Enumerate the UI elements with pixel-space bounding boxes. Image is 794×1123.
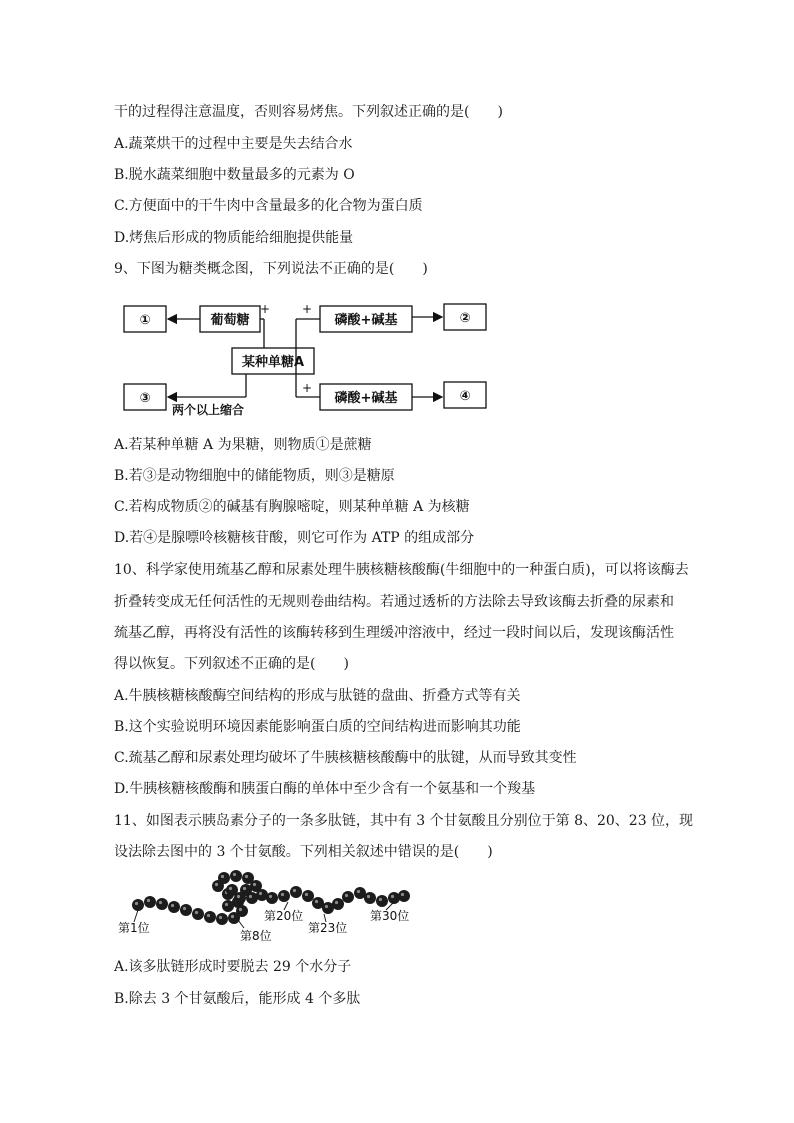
- box-4-label: ④: [459, 389, 471, 404]
- bead-highlight: [269, 895, 272, 898]
- amino-acid-bead: [376, 895, 388, 907]
- label-position-20: 第20位: [264, 909, 304, 923]
- bead-highlight: [305, 893, 308, 896]
- glucose-label: 葡萄糖: [210, 313, 250, 328]
- label-position-30: 第30位: [370, 909, 410, 923]
- bead-highlight: [253, 883, 256, 886]
- amino-acid-bead: [204, 911, 216, 923]
- amino-acid-bead: [234, 892, 246, 904]
- q10-option-d: D.牛胰核糖核酸酶和胰蛋白酶的单体中至少含有一个氨基和一个羧基: [114, 781, 536, 797]
- q8-option-c: C.方便面中的干牛肉中含量最多的化合物为蛋白质: [114, 198, 423, 214]
- bead-highlight: [231, 915, 234, 918]
- bead-highlight: [147, 899, 150, 902]
- bead-highlight: [159, 901, 162, 904]
- bead-highlight: [237, 895, 240, 898]
- q9-stem: 9、下图为糖类概念图，下列说法不正确的是( ): [114, 261, 428, 277]
- bead-highlight: [243, 887, 246, 890]
- q9-option-a: A.若某种单糖 A 为果糖，则物质①是蔗糖: [114, 437, 372, 453]
- bead-highlight: [293, 889, 296, 892]
- amino-acid-bead: [302, 890, 314, 902]
- label-position-23: 第23位: [308, 921, 348, 935]
- phosphate-base-bottom-label: 磷酸+碱基: [334, 391, 398, 406]
- amino-acid-bead: [132, 899, 144, 911]
- q10-option-b: B.这个实验说明环境因素能影响蛋白质的空间结构进而影响其功能: [114, 719, 521, 735]
- amino-acid-bead: [144, 896, 156, 908]
- bead-highlight: [233, 873, 236, 876]
- bead-highlight: [229, 887, 232, 890]
- q8-stem-end: 干的过程得注意温度，否则容易烤焦。下列叙述正确的是( ): [114, 104, 503, 120]
- amino-acid-bead: [364, 892, 376, 904]
- amino-acid-bead: [266, 892, 278, 904]
- q10-stem-1: 10、科学家使用巯基乙醇和尿素处理牛胰核糖核酸酶(牛细胞中的一种蛋白质)，可以将该酶去: [114, 562, 689, 578]
- q11-stem-2: 设法除去图中的 3 个甘氨酸。下列相关叙述中错误的是( ): [114, 844, 493, 860]
- label-position-1: 第1位: [118, 921, 150, 935]
- bead-highlight: [391, 895, 394, 898]
- amino-acid-bead: [290, 886, 302, 898]
- q8-option-a: A.蔬菜烘干的过程中主要是失去结合水: [114, 136, 353, 152]
- q9-option-c: C.若构成物质②的碱基有胸腺嘧啶，则某种单糖 A 为核糖: [114, 499, 470, 515]
- bead-highlight: [245, 875, 248, 878]
- amino-acid-bead: [222, 900, 234, 912]
- q10-stem-4: 得以恢复。下列叙述不正确的是( ): [114, 656, 349, 672]
- bead-highlight: [345, 894, 348, 897]
- bead-highlight: [259, 892, 262, 895]
- bead-highlight: [325, 905, 328, 908]
- amino-acid-bead: [156, 898, 168, 910]
- q9-option-b: B.若③是动物细胞中的储能物质，则③是糖原: [114, 468, 395, 484]
- amino-acid-bead: [398, 890, 410, 902]
- q11-option-a: A.该多肽链形成时要脱去 29 个水分子: [114, 959, 352, 975]
- bead-highlight: [335, 901, 338, 904]
- phosphate-base-top-label: 磷酸+碱基: [334, 313, 398, 328]
- bead-highlight: [219, 916, 222, 919]
- peptide-chain-diagram: [112, 868, 422, 948]
- bead-highlight: [249, 895, 252, 898]
- q11-stem-1: 11、如图表示胰岛素分子的一条多肽链，其中有 3 个甘氨酸且分别位于第 8、20、23 位，现: [114, 813, 694, 829]
- q8-option-d: D.烤焦后形成的物质能给细胞提供能量: [114, 230, 354, 246]
- q10-stem-3: 巯基乙醇，再将没有活性的该酶转移到生理缓冲溶液中，经过一段时间以后，发现该酶活性: [114, 625, 674, 641]
- bead-highlight: [135, 902, 138, 905]
- bead-highlight: [315, 900, 318, 903]
- label-position-8: 第8位: [240, 929, 272, 943]
- condense-label: 两个以上缩合: [172, 403, 245, 417]
- box-1-label: ①: [139, 313, 151, 328]
- plus-glucose: +: [260, 302, 271, 316]
- amino-acid-bead: [246, 892, 258, 904]
- monosaccharide-label: 某种单糖A: [241, 355, 305, 370]
- q10-option-a: A.牛胰核糖核酸酶空间结构的形成与肽链的盘曲、折叠方式等有关: [114, 688, 521, 704]
- bead-highlight: [379, 898, 382, 901]
- amino-acid-bead: [332, 898, 344, 910]
- amino-acid-bead: [216, 913, 228, 925]
- amino-acid-bead: [278, 890, 290, 902]
- bead-highlight: [281, 893, 284, 896]
- q9-option-d: D.若④是腺嘌呤核糖核苷酸，则它可作为 ATP 的组成部分: [114, 530, 475, 546]
- bead-highlight: [357, 890, 360, 893]
- box-2-label: ②: [459, 311, 471, 326]
- q10-option-c: C.巯基乙醇和尿素处理均破坏了牛胰核糖核酸酶中的肽键，从而导致其变性: [114, 750, 577, 766]
- bead-highlight: [225, 903, 228, 906]
- bead-highlight: [183, 907, 186, 910]
- plus-bottom: +: [302, 381, 313, 395]
- amino-acid-bead: [168, 901, 180, 913]
- amino-acid-bead: [192, 908, 204, 920]
- bead-highlight: [221, 875, 224, 878]
- amino-acid-bead: [218, 872, 230, 884]
- amino-acid-bead: [180, 904, 192, 916]
- q8-option-b: B.脱水蔬菜细胞中数量最多的元素为 O: [114, 167, 355, 183]
- sugar-concept-diagram: [118, 296, 498, 420]
- bead-highlight: [215, 883, 218, 886]
- amino-acid-bead: [342, 891, 354, 903]
- bead-highlight: [401, 893, 404, 896]
- amino-acid-bead: [230, 870, 242, 882]
- plus-top: +: [302, 302, 313, 316]
- bead-highlight: [239, 908, 242, 911]
- bead-highlight: [171, 904, 174, 907]
- bead-highlight: [207, 914, 210, 917]
- box-3-label: ③: [139, 391, 151, 406]
- bead-highlight: [195, 911, 198, 914]
- bead-highlight: [367, 895, 370, 898]
- q10-stem-2: 折叠转变成无任何活性的无规则卷曲结构。若通过透析的方法除去导致该酶去折叠的尿素和: [114, 594, 674, 610]
- q11-option-b: B.除去 3 个甘氨酸后，能形成 4 个多肽: [114, 991, 361, 1007]
